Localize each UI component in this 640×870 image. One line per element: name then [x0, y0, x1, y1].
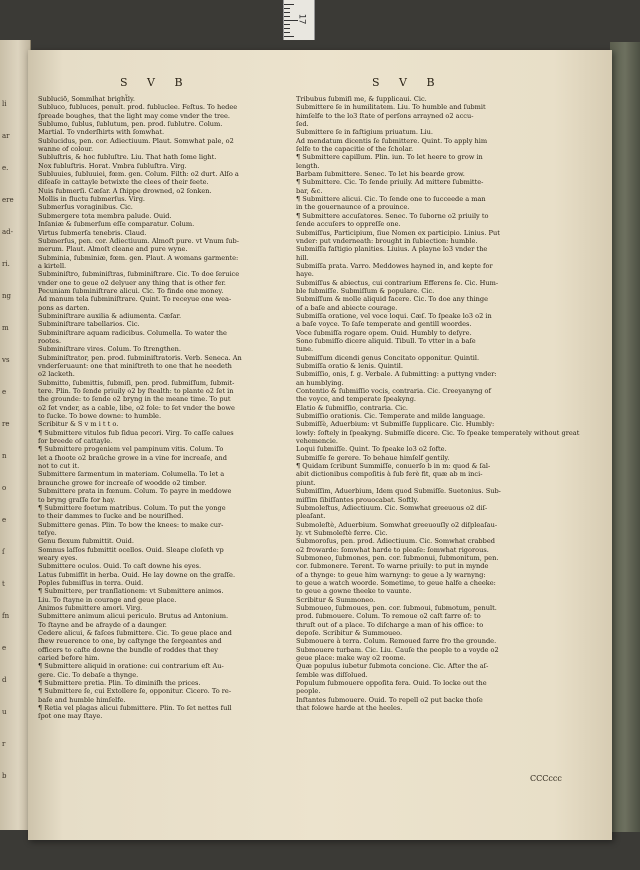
text-line: Tribubus ſubmiſi me, & ſupplicaui. Cic. [296, 95, 427, 103]
text-line: pleaſant. [296, 512, 326, 521]
facing-page-fragment: ere [2, 196, 14, 204]
text-line: Submouere à terra. Colum. Remoued farre fro the grounde. [296, 637, 497, 646]
facing-page-fragment: e [2, 516, 7, 524]
text-line: Submiſſio, onis, f. g. Verbale. A ſubmitting: a puttyng vnder: [296, 370, 497, 379]
running-head-right: S V B [372, 76, 443, 89]
text-line: Quæ populus iubetur ſubmota concione. Cic. After the aſ- [296, 662, 489, 671]
facing-page-fragment: r [2, 740, 6, 748]
text-line: Submoleſtus, Adiectiuum. Cic. Somwhat greeuous o2 diſ- [296, 503, 488, 512]
text-line: depoſe. Scribitur & Summoueo. [296, 629, 403, 637]
text-line: ſpot one may ſtaye. [38, 712, 103, 721]
text-line: ¶ Submittere, per tranſlationem: vt Submittere animos. [38, 587, 224, 596]
text-line: ¶ Submittere alicui. Cic. To ſende one to ſucceede a man [296, 195, 486, 204]
text-line: Barbam ſubmittere. Senec. To let his bearde grow. [296, 170, 465, 179]
text-line: Somnus laſſos fubmittit ocellos. Ouid. Sleape cloſeth vp [38, 545, 224, 554]
text-line: ſemble was diſſolued. [296, 670, 368, 679]
text-line: ſhew reuerence to one, by caſtynge the ſergeantes and [38, 637, 222, 646]
text-line: Mollis in fluctu fubmerſus. Virg. [38, 195, 146, 204]
text-line: Submittere animum alicui periculo. Brutus ad Antonium. [38, 612, 229, 621]
text-line: ¶ Submittere ſe, cui Extollere ſe, opponitur. Cicero. To re- [38, 687, 232, 696]
facing-page-fragment: u [2, 708, 7, 716]
text-line: Submittere ſarmentum in materiam. Columella. To let a [38, 470, 225, 479]
text-line: pons as darten. [38, 303, 90, 312]
text-line: piunt. [296, 478, 316, 487]
text-line: Martial. To vnderſhirts with ſomwhat. [38, 128, 165, 137]
text-line: ¶ Submittere vitulos fub ſidua pecori. Virg. To caſſe calues [38, 428, 234, 437]
text-line: ſed. [296, 120, 309, 129]
text-line: ¶ Submittere foetum matribus. Colum. To put the yonge [38, 503, 226, 512]
text-line: to their dammes to ſucke and be nouriſhed. [38, 512, 184, 521]
text-line: Subminiſtrare auxilia & adiumenta. Cæſar. [38, 311, 182, 320]
facing-page-fragment: n [2, 452, 7, 460]
text-line: tere. Plin. To ſende priuily o2 by ſtealth: to plante o2 ſet in [38, 387, 234, 396]
text-line: Submoueo, ſubmoues, pen. cor. ſubmoui, ſubmotum, penult. [296, 603, 497, 612]
text-line: Submiſſa oratio & lenis. Quintil. [296, 362, 404, 370]
text-line: not to cut it. [38, 462, 80, 471]
text-line: Virtus ſubmerſa tenebris. Claud. [38, 228, 147, 237]
facing-page-fragment: o [2, 484, 7, 492]
text-line: cor. ſubmonere. Terent. To warne priuily: to put in mynde [296, 562, 489, 571]
text-line: to geue a watch woorde. Sometime, to geue halfe a cheeke: [296, 578, 496, 587]
text-line: Nuis fubmerſi. Cæſar. A ſhippe drowned, o2 ſonken. [38, 186, 212, 195]
text-line: ly. vt Submoleſtè ferre. Cic. [296, 528, 388, 537]
text-line: a baſe voyce. To ſaſe temperate and gentill woordes. [296, 320, 472, 329]
facing-page-fragment: li [2, 100, 7, 108]
text-line: Ad mendatum dicentis ſe ſubmittere. Quint. To apply him [296, 136, 488, 145]
text-line: tune. [296, 345, 314, 354]
text-line: diſeaſe in cattayle betwixte the clees of their feete. [38, 178, 209, 187]
text-line: wanne of colour. [38, 145, 94, 154]
text-line: caried before him. [38, 654, 100, 663]
text-line: Submerſus, pen. cor. Adiectiuum. Almoſt pure. vt Vnum ſub- [38, 236, 239, 245]
facing-page-fragment: ad- [2, 228, 14, 236]
text-line: vnder: put vnderneath: brought in ſubiection: humble. [296, 236, 478, 245]
text-line: Loqui ſubmiſſe. Quint. To ſpeake lo3 o2 ſofte. [296, 445, 447, 454]
text-line: Submiſſe ſe gerere. To behaue himſelf gentily. [296, 453, 450, 462]
left-text-column [38, 95, 283, 721]
text-line: Sono ſubmiſſo dicere aliquid. Tibull. To vtter in a baſe [296, 336, 476, 345]
text-line: Subluuies, ſubluuiei, fœm. gen. Colum. Filth: o2 durt. Alſo a [38, 170, 239, 179]
facing-page-fragment: d [2, 676, 7, 684]
right-text-column [296, 95, 580, 713]
text-line: ¶ Quidam ſcribunt Summiſſe, conuerſo b in m: quod & ſal- [296, 462, 491, 471]
ruler-number: 17 [296, 13, 307, 25]
facing-page-fragment: e [2, 388, 7, 396]
text-line: Submoroſus, pen. prod. Adiectiuum. Cic. Somwhat crabbed [296, 537, 495, 546]
text-line: Submitto, ſubmittis, ſubmiſi, pen. prod. ſubmiſſum, ſubmit- [38, 378, 235, 387]
facing-page-fragment: ri. [2, 260, 10, 268]
text-line: Submittere oculos. Ouid. To caſt downe his eyes. [38, 562, 202, 571]
text-line: Submouere turbam. Cic. Liu. Cauſe the people to a voyde o2 [296, 645, 499, 654]
text-line: merum. Plaut. Almoſt cleane and pure wyne. [38, 245, 188, 254]
text-line: Subminiſtrare tabellarios. Cic. [38, 320, 140, 329]
text-line: Inſtantes ſubmouere. Ouid. To repell o2 put backe thoſe [296, 695, 483, 704]
text-line: rootes. [38, 336, 62, 345]
text-line: Submiſſè, Aduerbium: vt Submiſſe ſupplicare. Cic. Humbly: [296, 420, 495, 429]
text-line: thruſt out of a place. To diſcharge a man of his office: to [296, 620, 484, 629]
text-line: Subminia, ſubminiæ, fœm. gen. Plaut. A womans garmente: [38, 253, 239, 262]
text-line: ¶ Submittere progeniem vel pampinum vitis. Colum. To [38, 445, 224, 454]
text-line: let a ſhoote o2 braūche growe in a vine for increaſe, and [38, 453, 227, 462]
text-line: Inſaniæ & ſubmerſum eſſe comparatur. Colum. [38, 220, 195, 229]
text-line: Scribitur & Summoneo. [296, 595, 376, 604]
text-line: ¶ Retia vel plagas alicui ſubmittere. Plin. To ſet nettes full [38, 704, 232, 713]
text-line: ſende accuſers to oppreſſe one. [296, 220, 401, 229]
text-line: Submittere prata in fœnum. Colum. To payre in meddowe [38, 487, 232, 496]
text-line: ¶ Submittere capillum. Plin. iun. To let heere to grow in [296, 153, 483, 162]
facing-page-fragment: ng [2, 292, 11, 300]
text-line: ¶ Submittere. Cic. To ſende priuily. Ad mittere ſubmitte- [296, 178, 484, 187]
text-line: Voce ſubmiſſa rogare opem. Ouid. Humbly to deſyre. [296, 328, 472, 337]
text-line: Ad manum tela ſubminiſtrare. Quint. To receyue one wea- [38, 295, 232, 304]
text-line: length. [296, 161, 320, 170]
text-line: ſelfe to the capacitie of the ſcholar. [296, 145, 414, 154]
text-line: teſye. [38, 528, 57, 537]
facing-page-fragment: b [2, 772, 7, 780]
text-line: Submittere ſe in humilitatem. Liu. To humble and ſubmit [296, 103, 486, 112]
text-line: Submergere tota membra palude. Ouid. [38, 211, 172, 220]
text-line: weary eyes. [38, 553, 78, 562]
text-line: Contentio & ſubmiſſio vocis, contraria. Cic. Creeyanyng of [296, 387, 491, 396]
text-line: Submittere ſe in faſtigium priuatum. Liu. [296, 128, 433, 137]
text-line: abit dictionibus compoſitis à ſub ferè fit, quæ ab m inci- [296, 470, 483, 479]
text-line: Sublumo, ſublus, ſublutum, pen. prod. ſublutre. Colum. [38, 120, 223, 129]
text-line: of a thynge: to geue him warnyng: to geue a ly warnyng: [296, 570, 486, 579]
text-line: Subluciõ, Sommlḣat bright̃ly. [38, 95, 135, 103]
text-line: Submiſſa oratione, vel voce loqui. Cæſ. To ſpeake lo3 o2 in [296, 311, 492, 320]
text-line: ¶ Submittere aliquid in oratione: cui contrarium eſt Au- [38, 662, 224, 671]
text-line: gere. Cic. To debaſe a thynge. [38, 670, 139, 679]
text-line: geue place: make way o2 roome. [296, 654, 406, 663]
text-line: miſſim ſibiſſantes prouocabat. Softly. [296, 495, 419, 504]
text-line: Submiſſa prata. Varro. Meddowes hayned in, and kepte for [296, 261, 493, 270]
text-line: ſpreade boughes, that the light may come vnder the tree. [38, 111, 231, 120]
text-line: ¶ Submittere accuſatores. Senec. To ſuborne o2 priuily to [296, 211, 489, 220]
text-line: ble ſubmiſſe. Submiſſum & populare. Cic. [296, 286, 435, 295]
text-line: Submiſſus, Participium, ſiue Nomen ex participio. Linius. Put [296, 228, 500, 237]
text-line: Subluſtris, & hoc fubluſtre. Liu. That hath ſome light. [38, 153, 217, 162]
text-line: braunche growe for increaſe of woodde o2 timber. [38, 478, 207, 487]
text-line: Submoleſtè, Aduerbium. Somwhat greeuouſly o2 diſpleaſau- [296, 520, 498, 529]
text-line: Genu flexum fubmittit. Ouid. [38, 537, 134, 546]
text-line: Submittere genas. Plin. To bow the knees: to make cur- [38, 520, 224, 529]
text-line: prod. ſubmouere. Colum. To remoue o2 caſt farre of: to [296, 612, 481, 621]
text-line: Latus ſubmiſſit in herba. Ouid. He lay downe on the graſſe. [38, 570, 236, 579]
facing-page-fragment: fn [2, 612, 10, 620]
text-line: an humblying. [296, 378, 344, 387]
text-line: To ſtayne and be afrayde of a daunger. [38, 620, 167, 629]
text-line: that folowe harde at the heeles. [296, 704, 403, 713]
text-line: for breede of cattayle. [38, 437, 113, 446]
text-line: o2 lacketh. [38, 370, 75, 379]
text-line: lowly: ſoftely in ſpeakyng. Submiſſe dicere. Cic. To ſpeake temperately without great [296, 428, 580, 437]
page-signature: CCCccc [530, 774, 562, 783]
text-line: haye. [296, 270, 314, 279]
facing-page-fragment: ſ [2, 548, 5, 556]
text-line: Populum ſubmouere oppoſita fera. Ouid. To locke out the [296, 679, 487, 688]
text-line: the grounde: to ſende o2 bryng in the meane time. To put [38, 395, 231, 404]
text-line: Subminiſtrare aquam radicibus. Columella. To water the [38, 328, 227, 337]
text-line: Pecuniam ſubminiſtrare alicui. Cic. To finde one money. [38, 286, 224, 295]
text-line: Sublucidus, pen. cor. Adiectiuum. Plaut. Somwhat pale, o2 [38, 136, 234, 145]
text-line: Cedere alicui, & faſces ſubmittere. Cic. To geue place and [38, 629, 232, 637]
text-line: the voyce, and temperate ſpeakyng. [296, 395, 417, 404]
text-line: Submiſſio orationis. Cic. Temperate and milde language. [296, 412, 486, 421]
text-line: Submiſſim, Aduerbium, Idem quod Submiſſe. Suetonius. Sub- [296, 487, 501, 496]
book-cover-edge [610, 42, 640, 832]
text-line: vehemencie. [296, 437, 338, 446]
text-line: Submiſſa faſtigio planities. Liuius. A playne lo3 vnder the [296, 245, 488, 254]
facing-page-fragment: re [2, 420, 10, 428]
text-line: Elatio & ſubmiſſio, contraria. Cic. [296, 403, 409, 412]
text-line: o2 ſet vnder, as a cable, libe, o2 fole: to ſet vnder the bowe [38, 403, 235, 412]
measuring-ruler [283, 0, 315, 40]
text-line: Subminiſtrare vires. Colum. To ſtrengthen. [38, 345, 182, 354]
facing-page-fragment: e. [2, 164, 9, 172]
text-line: Submiſſum & molle aliquid facere. Cic. To doe any thinge [296, 295, 489, 304]
text-line: Scribitur & S v m i t t o. [38, 420, 119, 429]
text-line: Liu. To ſtayne in courage and geue place. [38, 595, 177, 604]
text-line: in the gouernaunce of a prouince. [296, 203, 410, 212]
text-line: Submoneo, ſubmones, pen. cor. ſubmonui, ſubmonitum, pen. [296, 553, 499, 562]
text-line: Nox fubluſtris. Horat. Vmbra ſubluſtra. Virg. [38, 161, 187, 170]
facing-page-fragment: m [2, 324, 9, 332]
text-line: hill. [296, 253, 309, 262]
text-line: o2 frowarde: ſomwhat harde to pleaſe: ſomwhat rigorous. [296, 545, 489, 554]
text-line: people. [296, 687, 321, 696]
text-line: to geue a gowne theeke to vaunte. [296, 587, 412, 596]
text-line: himſelfe to the lo3 ſtate of perſons arrayned o2 accu- [296, 111, 474, 120]
text-line: vnderſeruaunt: one that miniſtreth to one that he needeth [38, 362, 232, 370]
text-line: Subminiſtro, ſubminiſtras, ſubminiſtrare. Cic. To doe ſeruice [38, 270, 240, 279]
facing-page-fragment: ar [2, 132, 10, 140]
facing-page-fragment: vs [2, 356, 10, 364]
text-line: a kirtell. [38, 261, 67, 270]
facing-page-edge [0, 40, 31, 830]
text-line: of a baſe and abiecte courage. [296, 303, 398, 312]
text-line: baſe and humble himſelfe. [38, 695, 126, 704]
text-line: Submerſus voraginibus. Cic. [38, 203, 133, 212]
text-line: Subminiſtrator, pen. prod. ſubminiſtratoris. Verb. Seneca. An [38, 353, 242, 362]
text-line: ¶ Submittere pretia. Plin. To diminiſh the prices. [38, 679, 201, 688]
text-line: to bryng graſſe for hay. [38, 495, 116, 504]
facing-page-fragment: t [2, 580, 5, 588]
text-line: bar, &c. [296, 186, 323, 195]
text-line: Submiſſum dicendi genus Concitato opponitur. Quintil. [296, 353, 480, 362]
text-line: Animos ſubmittere amori. Virg. [38, 603, 143, 612]
text-line: Poples ſubmiſſus in terra. Ouid. [38, 578, 144, 587]
text-line: vnder one to geue o2 delyuer any thing that is other fer. [38, 278, 226, 287]
facing-page-fragment: e [2, 644, 7, 652]
text-line: officers to caſte downe the bundle of roddes that they [38, 645, 218, 654]
text-line: Submiſſus & abiectus, cui contrarium Efferens ſe. Cic. Hum- [296, 278, 499, 287]
text-line: Subluco, fubluces, penult. prod. fubluclee. Feſtus. To hedee [38, 103, 238, 112]
running-head-left: S V B [120, 76, 191, 89]
text-line: to ſucke. To bowe downe: to humble. [38, 412, 162, 421]
